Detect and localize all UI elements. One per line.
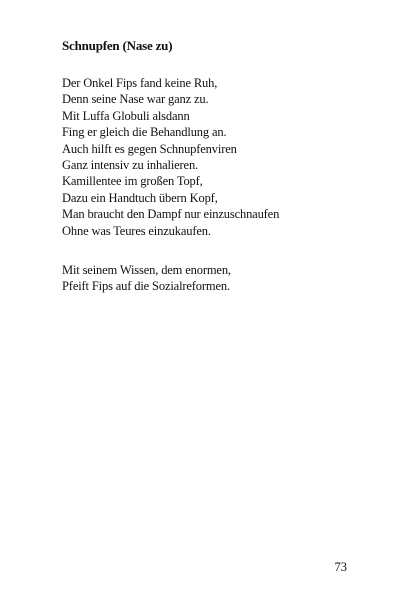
poem-line: Ohne was Teures einzukaufen.	[62, 223, 211, 238]
poem-line: Der Onkel Fips fand keine Ruh,	[62, 76, 218, 90]
poem-stanza-2	[62, 262, 231, 295]
poem-stanza-1	[62, 75, 279, 239]
poem-line: Auch hilft es gegen Schnupfenviren	[62, 141, 237, 156]
poem-line: Man braucht den Dampf nur einzuschnaufen	[62, 207, 280, 222]
page-number: 73	[334, 560, 347, 574]
poem-line: Dazu ein Handtuch übern Kopf,	[62, 190, 218, 205]
poem-line: Mit seinem Wissen, dem enormen,	[62, 263, 231, 277]
poem-line: Fing er gleich die Behandlung an.	[62, 125, 227, 140]
poem-line: Mit Luffa Globuli alsdann	[62, 108, 190, 123]
poem-line: Kamillentee im großen Topf,	[62, 174, 203, 189]
poem-title: Schnupfen (Nase zu)	[62, 38, 173, 53]
poem-line: Denn seine Nase war ganz zu.	[62, 92, 209, 107]
poem-line: Pfeift Fips auf die Sozialreformen.	[62, 279, 230, 294]
poem-line: Ganz intensiv zu inhalieren.	[62, 158, 199, 173]
